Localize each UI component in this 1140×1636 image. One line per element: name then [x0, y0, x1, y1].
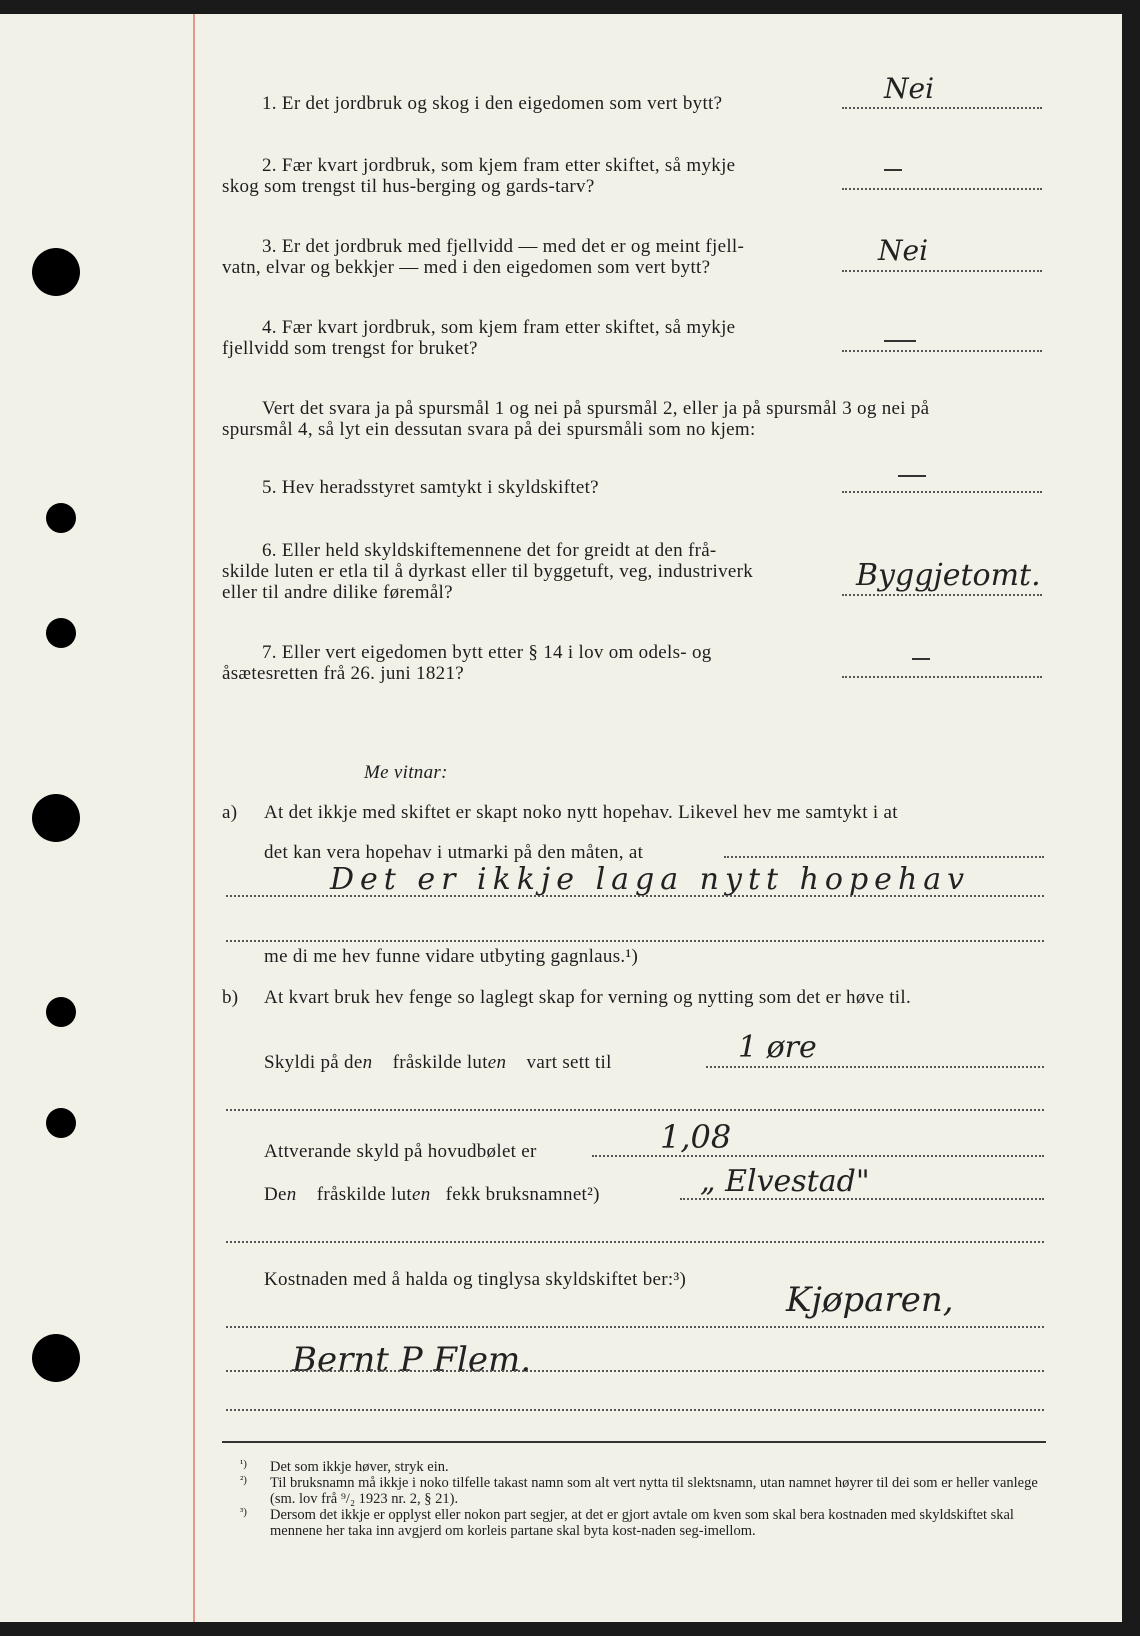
witness-b-label: b) [222, 987, 239, 1008]
footnotes [240, 1459, 1050, 1539]
punch-hole [32, 248, 80, 296]
question-text: skog som trengst til hus-berging og gards-tarv? [222, 176, 595, 197]
answer-line [842, 107, 1042, 109]
skyld-label: Skyldi på den fråskilde luten vart sett til [264, 1052, 612, 1073]
question-2 [222, 155, 842, 197]
bruksnamn-label: Den fråskilde luten fekk bruksnamnet²) [264, 1184, 600, 1205]
footnote-rule [222, 1441, 1046, 1443]
handwritten-suffix: en [411, 1184, 431, 1205]
punch-hole [46, 997, 76, 1027]
question-number: 1. [262, 93, 277, 114]
answer-handwritten: Nei [884, 72, 935, 105]
question-number: 2. [262, 155, 277, 176]
question-number: 4. [262, 317, 277, 338]
question-text: Er det jordbruk med fjellvidd — med det er og meint fjell- [281, 236, 745, 257]
fill-line [226, 940, 1044, 942]
skyld-value-handwritten: 1 øre [738, 1030, 817, 1065]
handwritten-suffix: n [362, 1052, 373, 1073]
witness-heading: Me vitnar: [364, 762, 448, 783]
question-text: skilde luten er etla til å dyrkast eller til byggetuft, veg, industriverk [222, 561, 754, 582]
question-text: eller til andre dilike føremål? [222, 582, 453, 603]
punch-hole [46, 503, 76, 533]
question-text: vatn, elvar og bekkjer — med i den eigedomen som vert bytt? [222, 257, 711, 278]
answer-dash [884, 340, 916, 342]
question-6 [222, 540, 842, 603]
answer-line [842, 594, 1042, 596]
remaining-skyld-label: Attverande skyld på hovudbølet er [264, 1141, 537, 1162]
question-text: Eller held skyldskiftemennene det for greidt at den frå- [281, 540, 717, 561]
question-number: 6. [262, 540, 277, 561]
question-3 [222, 236, 842, 278]
witness-a-line2: det kan vera hopehav i utmarki på den måten, at [264, 842, 644, 863]
witness-a-line1: At det ikkje med skiftet er skapt noko nytt hopehav. Likevel hev me samtykt i at [264, 802, 898, 823]
fill-line [226, 1109, 1044, 1111]
answer-handwritten: Nei [878, 234, 929, 267]
fill-line [226, 895, 1044, 897]
witness-a-line3: me di me hev funne vidare utbyting gagnlaus.¹) [264, 946, 639, 967]
question-1 [222, 93, 842, 114]
cost-value: Kjøparen, [786, 1280, 954, 1320]
question-text: Hev heradsstyret samtykt i skyldskiftet? [281, 477, 599, 498]
question-text: Eller vert eigedomen bytt etter § 14 i lov om odels- og [281, 642, 712, 663]
bruksnamn-value: „ Elvestad" [700, 1164, 870, 1199]
question-number: 5. [262, 477, 277, 498]
question-number: 7. [262, 642, 277, 663]
margin-line [193, 14, 195, 1622]
answer-dash [898, 475, 926, 477]
answer-line [842, 350, 1042, 352]
question-text: Fær kvart jordbruk, som kjem fram etter skiftet, så mykje [281, 317, 736, 338]
footnote-2: ²) Til bruksnamn må ikkje i noko tilfelle takast namn som alt vert nytta til slektsnamn, utan namnet høyrer til dei som er heller vanlege (sm. lov frå ⁹/₂ 1923 nr. 2, § 21). [240, 1474, 1038, 1507]
footnote-1: ¹) Det som ikkje høver, stryk ein. [240, 1458, 449, 1475]
instruction-text: Vert det svara ja på spursmål 1 og nei på spursmål 2, eller ja på spursmål 3 og nei på spursmål 4, så lyt ein dessutan svara på dei spursmåli som no kjem: [222, 398, 930, 440]
remaining-skyld-value: 1,08 [660, 1118, 732, 1156]
question-text: Fær kvart jordbruk, som kjem fram etter skiftet, så mykje [281, 155, 736, 176]
handwritten-suffix: n [286, 1184, 297, 1205]
witness-a-label: a) [222, 802, 238, 823]
fill-line [226, 1370, 1044, 1372]
fill-line [706, 1066, 1044, 1068]
answer-line [842, 491, 1042, 493]
question-4 [222, 317, 842, 359]
footnote-3: ³) Dersom det ikkje er opplyst eller nokon part segjer, at det er gjort avtale om kven som skal bera kostnaden med skyldskiftet skal mennene her taka inn avgjerd om korleis partane skal byta kost-naden seg-imellom. [240, 1506, 1014, 1539]
punch-hole [32, 1334, 80, 1382]
answer-dash [884, 169, 902, 171]
fill-line [226, 1241, 1044, 1243]
answer-line [842, 270, 1042, 272]
answer-line [842, 188, 1042, 190]
witness-b-line1: At kvart bruk hev fenge so laglegt skap for verning og nytting som det er høve til. [264, 987, 912, 1008]
question-text: åsætesretten frå 26. juni 1821? [222, 663, 464, 684]
punch-hole [32, 794, 80, 842]
fill-line [226, 1409, 1044, 1411]
signature: Bernt P Flem. [292, 1340, 532, 1380]
question-number: 3. [262, 236, 277, 257]
fill-line [226, 1326, 1044, 1328]
answer-handwritten: Byggjetomt. [856, 558, 1041, 593]
punch-hole [46, 618, 76, 648]
witness-a-handwritten: Det er ikkje laga nytt hopehav [330, 862, 971, 897]
handwritten-suffix: en [487, 1052, 507, 1073]
cost-label: Kostnaden med å halda og tinglysa skyldskiftet ber:³) [264, 1269, 687, 1290]
question-5 [222, 477, 842, 498]
punch-hole [46, 1108, 76, 1138]
fill-line [724, 856, 1044, 858]
question-7 [222, 642, 842, 684]
question-text: Er det jordbruk og skog i den eigedomen som vert bytt? [281, 93, 723, 114]
question-text: fjellvidd som trengst for bruket? [222, 338, 478, 359]
answer-dash [912, 658, 930, 660]
answer-line [842, 676, 1042, 678]
